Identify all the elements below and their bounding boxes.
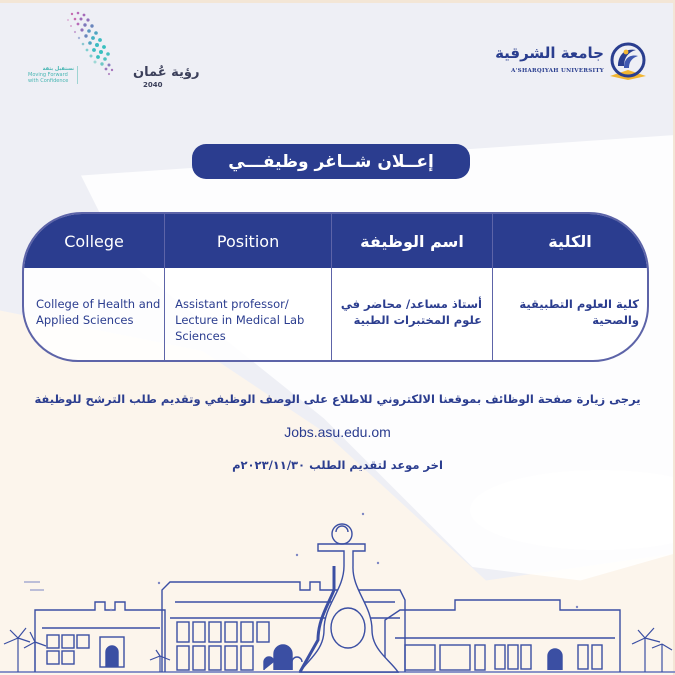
page-title: إعــلان شــاغر وظيفـــي: [228, 151, 434, 172]
university-name-english: A'SHARQIYAH UNIVERSITY: [511, 68, 604, 74]
frame-top-edge: [0, 0, 675, 3]
jobs-website-link[interactable]: Jobs.asu.edu.om: [284, 424, 391, 440]
application-deadline: اخر موعد لتقديم الطلب ٢٠٢٣/١١/٣٠م: [232, 458, 443, 472]
oman-vision-2040-logo: [22, 10, 200, 90]
university-name-arabic: جامعة الشرقية: [495, 44, 604, 62]
header-college-en: College: [24, 214, 165, 268]
application-instruction: يرجى زيارة صفحة الوظائف بموقعنا الالكتروني للاطلاع على الوصف الوظيفي وتقديم طلب الترشح للوظيفة: [34, 392, 641, 406]
vision-arabic-text: رؤية عُمان: [133, 65, 200, 80]
university-emblem-icon: [606, 40, 650, 84]
cell-college-ar: كلية العلوم التطبيقية والصحية: [519, 297, 639, 327]
tagline-english-1: Moving Forward: [28, 72, 68, 78]
cell-college-en: College of Health and Applied Sciences: [24, 268, 165, 362]
table-row: [24, 268, 647, 362]
header-position-ar: اسم الوظيفة: [332, 214, 493, 268]
campus-illustration: [0, 510, 675, 675]
cell-position-en: Assistant professor/ Lecture in Medical Lab Sciences: [165, 268, 332, 362]
table-header-row: [24, 214, 647, 268]
cell-position-ar: أستاذ مساعد/ محاضر في علوم المختبرات الطبية: [332, 268, 493, 362]
tagline-arabic: نستقبل بثقة: [42, 66, 74, 72]
header-position-en: Position: [165, 214, 332, 268]
tagline-english-2: with Confidence: [28, 78, 69, 84]
moving-forward-tagline: [28, 66, 78, 84]
job-vacancy-table: [22, 212, 649, 362]
header-college-ar: الكلية: [548, 231, 592, 251]
job-vacancy-title-banner: [192, 144, 470, 179]
vision-year: 2040: [143, 81, 163, 89]
asharqiyah-university-logo: [495, 40, 650, 85]
